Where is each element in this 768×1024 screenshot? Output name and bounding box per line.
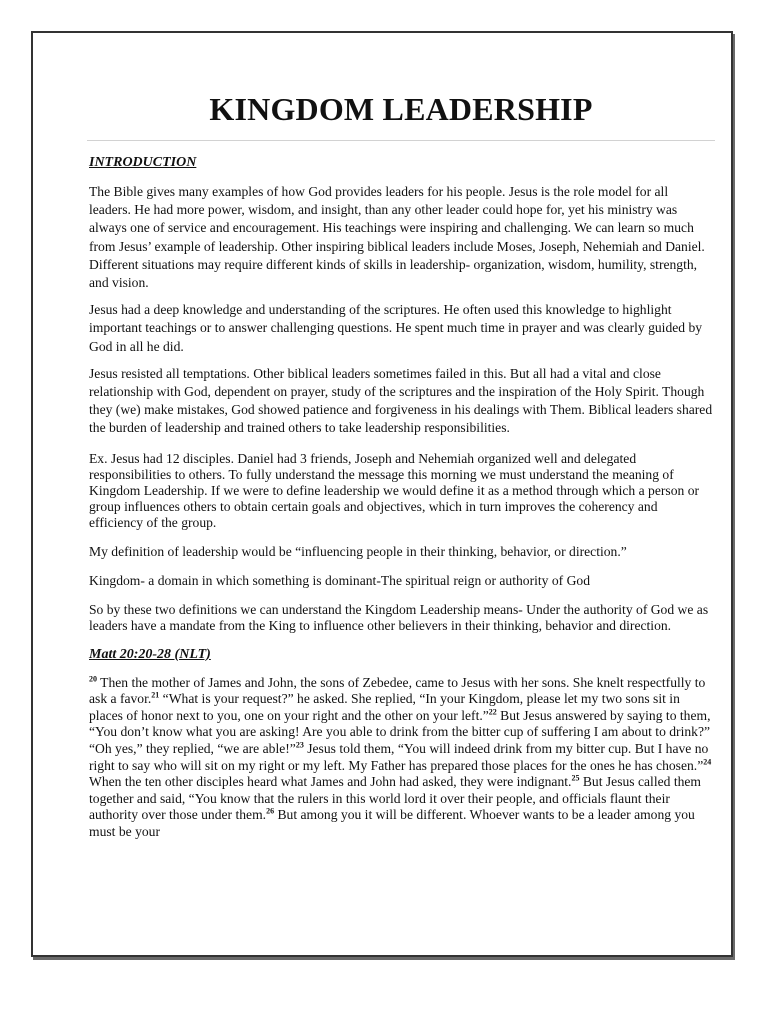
scripture-heading: Matt 20:20-28 (NLT): [89, 646, 211, 662]
verse-number: 25: [571, 773, 580, 783]
verse-number: 24: [703, 757, 712, 767]
verse-text: But among you it will be different. Whoever wants to be a leader among you must be your: [89, 807, 695, 839]
verse-number: 23: [295, 740, 304, 750]
verse-number: 20: [89, 674, 97, 684]
paragraph: The Bible gives many examples of how God provides leaders for his people. Jesus is the role model for all leaders. He had more power, wisdom, and insight, than any other leader could hope for, yet his ministry was always one of service and encouragement. His teachings were inspiring and challenging. We can learn so much from Jesus’ example of leadership. Other inspiring biblical leaders include Moses, Joseph, Nehemiah and Daniel. Different situations may require different kinds of skills in leadership- organization, wisdom, humility, strength, and vision.: [89, 184, 705, 291]
scripture-passage: [89, 675, 713, 841]
verse-text: But Jesus called them together and said, “You know that the rulers in this world lord it over their people, and officials flaunt their authority over those under them.: [89, 774, 702, 823]
document-page: [31, 31, 733, 957]
verse-text: Then the mother of James and John, the sons of Zebedee, came to Jesus with her sons. She knelt respectfully to ask a favor.: [89, 674, 706, 707]
introduction-heading: INTRODUCTION: [89, 155, 197, 170]
document-title: KINGDOM LEADERSHIP: [209, 91, 593, 127]
verse-text: When the ten other disciples heard what James and John had asked, they were indignant.: [89, 774, 572, 790]
paragraph: Kingdom- a domain in which something is dominant-The spiritual reign or authority of God: [89, 572, 590, 588]
verse-text: Jesus told them, “You will indeed drink from my bitter cup. But I have no right to say who will sit on my right or my left. My Father has prepared those places for the ones he has chosen.”: [89, 741, 709, 773]
paragraph: Jesus had a deep knowledge and understanding of the scriptures. He often used this knowledge to highlight important teachings or to answer challenging questions. He spent much time in prayer and was clearly guided by God in all he did.: [89, 302, 703, 354]
paragraph: Jesus resisted all temptations. Other biblical leaders sometimes failed in this. But all had a vital and close relationship with God, dependent on prayer, study of the scriptures and the inspiration of the Holy Spirit. Though they (we) make mistakes, God showed patience and forgiveness in his dealings with Them. Biblical leaders shared the burden of leadership and trained others to take leadership responsibilities.: [89, 365, 713, 436]
verse-number: 22: [488, 707, 497, 717]
verse-number: 26: [266, 806, 275, 816]
paragraph: Ex. Jesus had 12 disciples. Daniel had 3 friends, Joseph and Nehemiah organized well and delegated responsibilities to others. To fully understand the message this morning we must understand the meaning of Kingdom Leadership. If we were to define leadership we would define it as a method through which a person or group influences others to obtain certain goals and objectives, which in turn improves the coherency and efficiency of the group.: [89, 450, 700, 530]
paragraph: So by these two definitions we can understand the Kingdom Leadership means- Under the authority of God we as leaders have a mandate from the King to influence other believers in their thinking, behavior and direction.: [89, 601, 709, 633]
document-body: [89, 57, 713, 850]
verse-text: “What is your request?” he asked. She replied, “In your Kingdom, please let my two sons sit in places of honor next to you, one on your right and the other on your left.”: [89, 691, 680, 723]
verse-number: 21: [151, 690, 160, 700]
title-divider: [87, 140, 715, 141]
verse-text: But Jesus answered by saying to them, “You don’t know what you are asking! Are you able to drink from the bitter cup of suffering I am about to drink?” “Oh yes,” they replied, “we are able!”: [89, 707, 711, 757]
paragraph: My definition of leadership would be “influencing people in their thinking, behavior, or direction.”: [89, 543, 627, 559]
